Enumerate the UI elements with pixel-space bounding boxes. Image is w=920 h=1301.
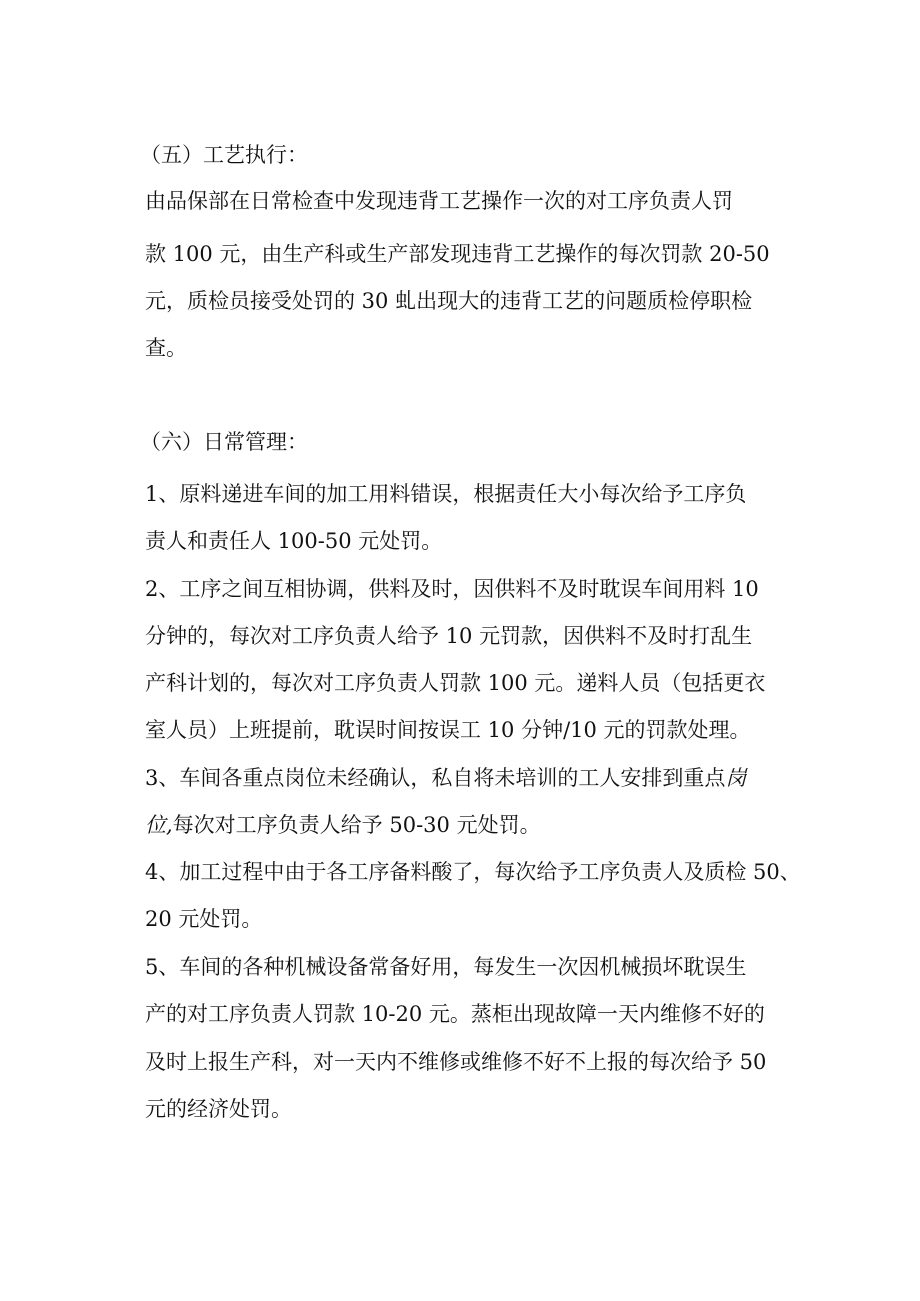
item-3-line-2 (145, 810, 775, 840)
item-2-line-1: 2、工序之间互相协调，供料及时，因供料不及时耽误车间用料 10 (145, 577, 759, 601)
section-6-heading: （六）日常管理： (140, 430, 308, 454)
item-3-line-2-text: 每次对工序负责人给予 50-30 元处罚。 (172, 813, 541, 837)
item-5-line-2: 产的对工序负责人罚款 10-20 元。蒸柜出现故障一天内维修不好的 (145, 1002, 765, 1026)
item-5-line-1: 5、车间的各种机械设备常备好用，每发生一次因机械损坏耽误生 (145, 955, 747, 979)
item-3-italic-word-1: 岗 (725, 766, 747, 790)
section-5-line-1: 由品保部在日常检查中发现违背工艺操作一次的对工序负责人罚 (145, 189, 733, 213)
item-5-line-3: 及时上报生产科，对一天内不维修或维修不好不上报的每次给予 50 (145, 1050, 767, 1074)
item-2-line-4: 室人员）上班提前，耽误时间按误工 10 分钟/10 元的罚款处理。 (145, 718, 751, 742)
item-2-line-2: 分钟的，每次对工序负责人给予 10 元罚款，因供料不及时打乱生 (145, 624, 753, 648)
item-1-line-1: 1、原料递进车间的加工用料错误，根据责任大小每次给予工序负 (145, 482, 747, 506)
section-5-line-2: 款 100 元，由生产科或生产部发现违背工艺操作的每次罚款 20-50 (145, 242, 770, 266)
item-3-line-1 (145, 763, 775, 793)
section-5-line-3: 元，质检员接受处罚的 30 虬出现大的违背工艺的问题质检停职检 (145, 289, 753, 313)
item-3-italic-word-2: 位, (145, 813, 173, 837)
section-5-heading: （五）工艺执行： (140, 143, 308, 167)
item-2-line-3: 产科计划的，每次对工序负责人罚款 100 元。递料人员（包括更衣 (145, 671, 766, 695)
item-4-line-1: 4、加工过程中由于各工序备料酸了，每次给予工序负责人及质检 50、 (145, 860, 801, 884)
item-4-line-2: 20 元处罚。 (145, 907, 263, 931)
section-5-line-4: 查。 (145, 336, 187, 360)
item-1-line-2: 责人和责任人 100-50 元处罚。 (145, 529, 443, 553)
item-3-line-1-text: 3、车间各重点岗位未经确认，私自将未培训的工人安排到重点 (145, 766, 726, 790)
item-5-line-4: 元的经济处罚。 (145, 1097, 292, 1121)
